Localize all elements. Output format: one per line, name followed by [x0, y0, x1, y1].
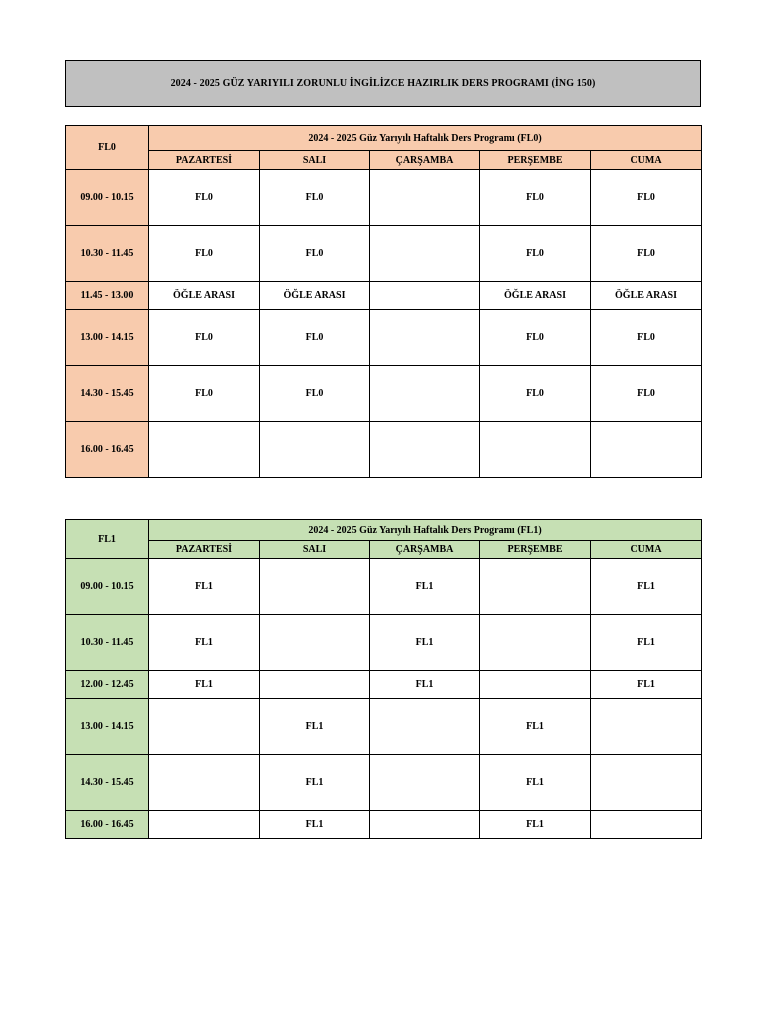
day-header: CUMA — [591, 541, 702, 559]
schedule-cell — [370, 366, 480, 422]
schedule-cell — [591, 422, 702, 478]
schedule-cell — [480, 422, 591, 478]
schedule-cell: FL0 — [591, 366, 702, 422]
schedule-cell — [480, 615, 591, 671]
page-title: 2024 - 2025 GÜZ YARIYILI ZORUNLU İNGİLİZCE HAZIRLIK DERS PROGRAMI (İNG 150) — [65, 60, 701, 107]
schedule-cell — [370, 699, 480, 755]
schedule-cell — [370, 310, 480, 366]
table-title: 2024 - 2025 Güz Yarıyılı Haftalık Ders Programı (FL1) — [149, 520, 702, 541]
schedule-cell — [149, 755, 260, 811]
schedule-cell: ÖĞLE ARASI — [591, 282, 702, 310]
schedule-cell: FL1 — [260, 755, 370, 811]
day-header: SALI — [260, 541, 370, 559]
schedule-cell: FL0 — [591, 170, 702, 226]
day-header: PAZARTESİ — [149, 541, 260, 559]
time-slot: 09.00 - 10.15 — [66, 170, 149, 226]
table-row — [66, 422, 702, 478]
schedule-cell — [260, 615, 370, 671]
schedule-cell: FL1 — [260, 811, 370, 839]
schedule-cell — [370, 422, 480, 478]
schedule-cell — [260, 671, 370, 699]
schedule-cell: FL1 — [260, 699, 370, 755]
schedule-cell — [370, 170, 480, 226]
schedule-cell — [260, 559, 370, 615]
time-slot: 16.00 - 16.45 — [66, 811, 149, 839]
table-row — [66, 170, 702, 226]
schedule-cell — [149, 811, 260, 839]
table-row — [66, 226, 702, 282]
time-slot: 14.30 - 15.45 — [66, 755, 149, 811]
schedule-cell: FL1 — [480, 755, 591, 811]
day-header: PERŞEMBE — [480, 151, 591, 170]
schedule-cell: FL1 — [480, 811, 591, 839]
schedule-cell: FL0 — [260, 226, 370, 282]
time-slot: 12.00 - 12.45 — [66, 671, 149, 699]
schedule-table-fl0 — [65, 125, 702, 478]
schedule-cell: FL0 — [480, 366, 591, 422]
schedule-cell: FL1 — [370, 559, 480, 615]
time-slot: 13.00 - 14.15 — [66, 310, 149, 366]
table-row — [66, 559, 702, 615]
table-row — [66, 282, 702, 310]
schedule-cell — [260, 422, 370, 478]
schedule-cell — [149, 699, 260, 755]
time-slot: 11.45 - 13.00 — [66, 282, 149, 310]
schedule-cell — [591, 755, 702, 811]
table-row — [66, 310, 702, 366]
time-slot: 10.30 - 11.45 — [66, 226, 149, 282]
schedule-cell: ÖĞLE ARASI — [260, 282, 370, 310]
schedule-cell: FL1 — [591, 559, 702, 615]
time-slot: 13.00 - 14.15 — [66, 699, 149, 755]
schedule-cell: FL0 — [480, 170, 591, 226]
time-slot: 14.30 - 15.45 — [66, 366, 149, 422]
schedule-cell: FL1 — [149, 559, 260, 615]
schedule-cell: FL1 — [591, 615, 702, 671]
schedule-cell: FL1 — [370, 671, 480, 699]
table-row — [66, 615, 702, 671]
group-label: FL1 — [66, 520, 149, 559]
schedule-cell: FL0 — [149, 366, 260, 422]
schedule-cell: FL1 — [149, 671, 260, 699]
schedule-cell: FL0 — [149, 310, 260, 366]
schedule-cell — [480, 559, 591, 615]
day-header: PAZARTESİ — [149, 151, 260, 170]
schedule-cell — [370, 811, 480, 839]
schedule-cell: FL0 — [480, 310, 591, 366]
table-row — [66, 366, 702, 422]
schedule-cell: ÖĞLE ARASI — [149, 282, 260, 310]
schedule-cell — [480, 671, 591, 699]
table-row — [66, 671, 702, 699]
schedule-cell — [149, 422, 260, 478]
time-slot: 16.00 - 16.45 — [66, 422, 149, 478]
table-title: 2024 - 2025 Güz Yarıyılı Haftalık Ders Programı (FL0) — [149, 126, 702, 151]
schedule-cell: FL1 — [480, 699, 591, 755]
table-row — [66, 699, 702, 755]
schedule-cell: ÖĞLE ARASI — [480, 282, 591, 310]
table-row — [66, 811, 702, 839]
day-header: PERŞEMBE — [480, 541, 591, 559]
schedule-cell — [591, 699, 702, 755]
schedule-cell: FL1 — [591, 671, 702, 699]
schedule-cell: FL0 — [591, 310, 702, 366]
schedule-cell: FL0 — [149, 170, 260, 226]
schedule-table-fl1 — [65, 519, 702, 839]
schedule-cell — [370, 755, 480, 811]
day-header: SALI — [260, 151, 370, 170]
schedule-cell: FL0 — [149, 226, 260, 282]
time-slot: 09.00 - 10.15 — [66, 559, 149, 615]
time-slot: 10.30 - 11.45 — [66, 615, 149, 671]
schedule-cell — [370, 282, 480, 310]
schedule-cell — [370, 226, 480, 282]
day-header: CUMA — [591, 151, 702, 170]
table-row — [66, 755, 702, 811]
schedule-cell: FL1 — [370, 615, 480, 671]
schedule-cell: FL0 — [260, 310, 370, 366]
day-header: ÇARŞAMBA — [370, 151, 480, 170]
group-label: FL0 — [66, 126, 149, 170]
schedule-cell: FL0 — [591, 226, 702, 282]
day-header: ÇARŞAMBA — [370, 541, 480, 559]
schedule-cell: FL1 — [149, 615, 260, 671]
schedule-cell — [591, 811, 702, 839]
schedule-cell: FL0 — [260, 170, 370, 226]
schedule-cell: FL0 — [480, 226, 591, 282]
schedule-cell: FL0 — [260, 366, 370, 422]
